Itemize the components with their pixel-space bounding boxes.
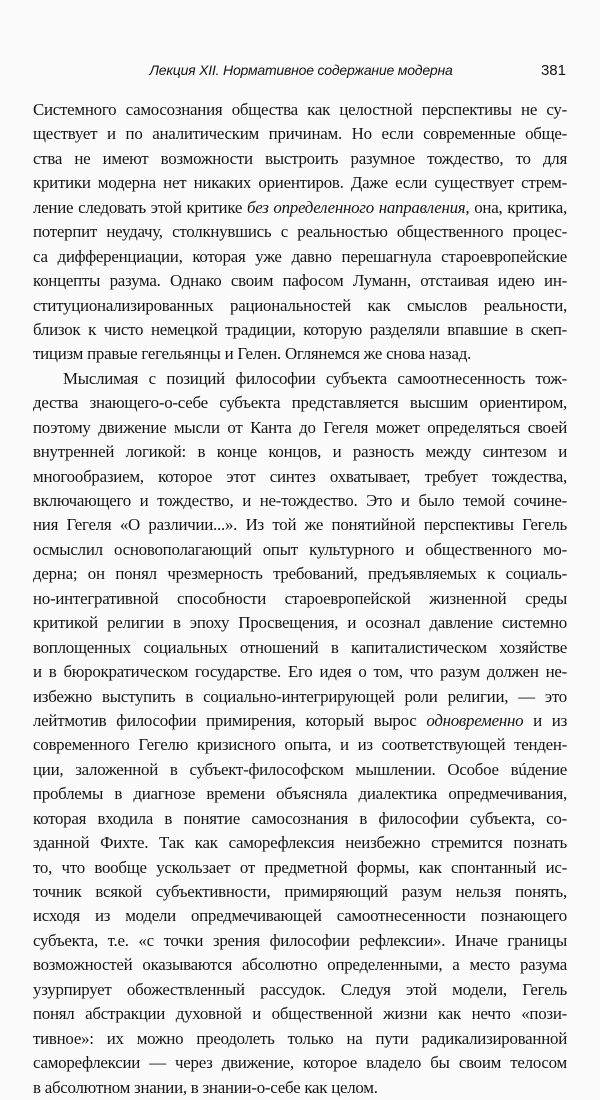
text-run: поэтому движение мысли от Канта до Гегеля может определяться своей: [33, 417, 567, 437]
text-run: субъекта, т.е. «с точки зрения философии рефлексии». Иначе границы: [33, 930, 567, 950]
text-run: саморефлексии — через движение, которое владело бы своим телосом: [33, 1053, 567, 1073]
text-line: [33, 611, 567, 635]
text-line: [33, 489, 567, 513]
text-run: но-интегративной способности староевропейской жизненной среды: [33, 588, 567, 608]
text-run: Системного самосознания общества как целостной перспективы не су-: [33, 100, 567, 119]
text-line: [33, 831, 567, 855]
text-run: понял абстракции духовной и общественной жизни как нечто «пози-: [33, 1004, 567, 1024]
text-run: ния Гегеля «О различии...». Из той же понятийной перспективы Гегель: [33, 515, 567, 535]
text-run: ства не имеют возможности выстроить разумное тождество, то для: [33, 148, 567, 168]
text-run: тицизм правые гегельянцы и Гелен. Оглянемся же снова назад.: [33, 344, 472, 364]
text-line: [33, 562, 567, 586]
text-line: [33, 978, 567, 1002]
paragraph: [33, 98, 567, 367]
text-run: современного Гегелю кризисного опыта, и из соответствующей тенден-: [33, 735, 567, 755]
text-run: воплощенных социальных отношений в капиталистическом хозяйстве: [33, 637, 567, 657]
text-run: близок к чисто немецкой традиции, которую разделяли впавшие в скеп-: [33, 319, 567, 339]
text-run: , она, критика,: [465, 197, 568, 217]
text-line: [33, 685, 567, 709]
text-line: [33, 538, 567, 562]
text-line: [33, 904, 567, 928]
text-line: [33, 1051, 567, 1075]
text-run: дества знающего-о-себе субъекта представляется высшим ориентиром,: [33, 393, 567, 413]
text-run: и из: [523, 710, 567, 730]
text-line: [33, 856, 567, 880]
text-run: включающего и тождество, и не-тождество. Это и было темой сочине-: [33, 491, 567, 510]
text-line: [33, 367, 567, 391]
text-line: [33, 245, 567, 269]
italic-emphasis: одновременно: [426, 710, 524, 730]
text-line: [33, 318, 567, 342]
text-line: [33, 220, 567, 244]
text-run: многообразием, которое этот синтез охватывает, требует тождества,: [33, 466, 567, 486]
text-run: ции, заложенной в субъект-философском мышлении. Особое вúдение: [33, 759, 567, 779]
text-line: [33, 1002, 567, 1026]
text-line: [33, 196, 567, 220]
text-run: и в бюрократическом государстве. Его идея о том, что разум должен не-: [33, 662, 567, 682]
running-title: Лекция XII. Нормативное содержание модерна: [149, 62, 453, 78]
italic-emphasis: без определенного направления: [246, 197, 466, 217]
text-line: [33, 98, 567, 122]
text-line: [33, 733, 567, 757]
text-run: которая входила в понятие самосознания в философии субъекта, со-: [33, 808, 567, 828]
text-run: осмыслил основополагающий опыт культурного и общественного мо-: [33, 539, 567, 559]
text-run: точник всякой субъективности, примиряющий разум нельзя понять,: [33, 882, 567, 901]
text-run: узурпирует обожествленный рассудок. Следуя этой модели, Гегель: [33, 979, 567, 999]
text-run: тивное»: их можно преодолеть только на пути радикализированной: [33, 1028, 567, 1048]
text-line: [33, 782, 567, 806]
page-number: 381: [540, 62, 566, 79]
text-line: [33, 636, 567, 660]
text-run: проблемы в диагнозе времени объясняла диалектика опредмечивания,: [33, 784, 567, 804]
text-run: возможностей оказываются абсолютно определенными, а место разума: [33, 955, 567, 975]
text-run: то, что вообще ускользает от предметной формы, как спонтанный ис-: [33, 857, 567, 877]
text-line: [33, 391, 567, 415]
text-run: критики модерна нет никаких ориентиров. Даже если существует стрем-: [33, 173, 567, 193]
text-line: [33, 416, 567, 440]
text-line: [33, 269, 567, 293]
page-header: [36, 62, 566, 84]
text-run: Мыслимая с позиций философии субъекта самоотнесенность тож-: [63, 368, 567, 388]
text-run: са дифференциации, которая уже давно перешагнула староевропейские: [33, 246, 567, 266]
text-line: [33, 342, 567, 366]
text-run: в абсолютном знании, в знании-о-себе как целом.: [33, 1077, 378, 1097]
text-run: концепты разума. Однако своим пафосом Луманн, отстаивая идею ин-: [33, 271, 567, 291]
text-line: [33, 440, 567, 464]
text-line: [33, 122, 567, 146]
text-line: [33, 807, 567, 831]
text-line: [33, 465, 567, 489]
text-run: ституционализированных рациональностей как смыслов реальности,: [33, 295, 567, 315]
text-line: [33, 513, 567, 537]
text-run: ление следовать этой критике: [33, 197, 247, 217]
text-line: [33, 147, 567, 171]
text-run: внутренней логикой: в конце концов, и разность между синтезом и: [33, 442, 567, 462]
text-run: избежно выступить в социально-интегрирующей роли религии, — это: [33, 686, 567, 706]
text-run: исходя из модели опредмечивающей самоотнесенности познающего: [33, 906, 567, 926]
text-run: лейтмотив философии примирения, который вырос: [33, 710, 427, 730]
text-line: [33, 294, 567, 318]
text-line: [33, 1027, 567, 1051]
text-line: [33, 171, 567, 195]
body-text: [33, 98, 567, 1100]
text-line: [33, 587, 567, 611]
text-run: ществует и по аналитическим причинам. Но если современные обще-: [33, 124, 567, 144]
paragraph: [33, 367, 567, 1100]
text-line: [33, 758, 567, 782]
text-run: зданной Фихте. Так как саморефлексия неизбежно стремится познать: [33, 833, 567, 853]
text-line: [33, 660, 567, 684]
text-line: [33, 1076, 567, 1100]
text-line: [33, 880, 567, 904]
text-line: [33, 929, 567, 953]
text-line: [33, 953, 567, 977]
text-run: дерна; он понял чрезмерность требований, предъявляемых к социаль-: [33, 564, 567, 584]
text-line: [33, 709, 567, 733]
text-run: потерпит неудачу, столкнувшись с реальностью общественного процес-: [33, 222, 567, 242]
text-run: критикой религии в эпоху Просвещения, и осознал давление системно: [33, 613, 567, 633]
